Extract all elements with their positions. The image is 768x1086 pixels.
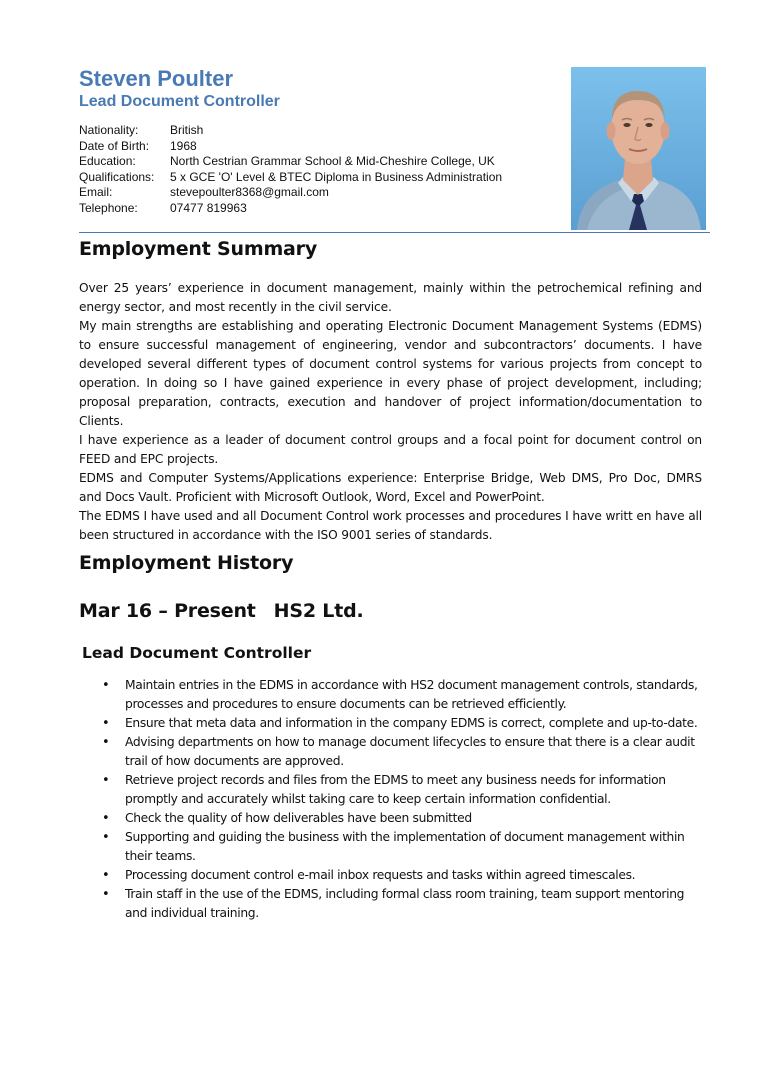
- list-item: [79, 676, 702, 714]
- bullet-icon: •: [102, 678, 110, 693]
- detail-value: British: [170, 123, 204, 137]
- job-role: Lead Document Controller: [82, 644, 312, 662]
- detail-date-of-birth: [79, 139, 549, 155]
- detail-label: Nationality:: [79, 123, 139, 137]
- list-item: [79, 828, 702, 866]
- duty-text: Processing document control e-mail inbox requests and tasks within agreed timescales.: [125, 868, 636, 882]
- duty-text: Advising departments on how to manage document lifecycles to ensure that there is a clear audit trail of how documents are approved.: [125, 735, 695, 768]
- detail-qualifications: [79, 170, 549, 186]
- detail-telephone: [79, 201, 549, 217]
- candidate-title: Lead Document Controller: [79, 93, 280, 110]
- bullet-icon: •: [102, 773, 110, 788]
- detail-label: Telephone:: [79, 200, 138, 215]
- detail-value: North Cestrian Grammar School & Mid-Cheshire College, UK: [170, 154, 495, 168]
- detail-email: [79, 185, 549, 201]
- duty-text: Maintain entries in the EDMS in accordance with HS2 document management controls, standards, processes and procedures to ensure documents can be retrieved efficiently.: [125, 678, 698, 711]
- employment-history-heading: Employment History: [79, 552, 294, 574]
- summary-paragraph: The EDMS I have used and all Document Control work processes and procedures I have writt en have all been structured in accordance with the ISO 9001 series of standards.: [79, 509, 702, 542]
- candidate-name: Steven Poulter: [79, 66, 234, 91]
- cv-header: [79, 66, 549, 216]
- detail-education: [79, 154, 549, 170]
- duty-text: Check the quality of how deliverables have been submitted: [125, 811, 472, 825]
- employment-summary-text: [79, 279, 702, 545]
- bullet-icon: •: [102, 868, 110, 883]
- employment-summary-heading: Employment Summary: [79, 238, 318, 260]
- list-item: [79, 809, 702, 828]
- cv-body: [79, 233, 702, 923]
- profile-photo: [571, 67, 706, 230]
- job-company: HS2 Ltd.: [273, 600, 364, 622]
- list-item: [79, 885, 702, 923]
- bullet-icon: •: [102, 830, 110, 845]
- detail-value: 5 x GCE 'O' Level & BTEC Diploma in Business Administration: [170, 169, 503, 184]
- list-item: [79, 866, 702, 885]
- portrait-illustration: [571, 67, 706, 230]
- job-heading: [79, 597, 702, 625]
- personal-details: [79, 123, 549, 216]
- detail-label: Email:: [79, 185, 113, 199]
- detail-nationality: [79, 123, 549, 139]
- summary-paragraph: I have experience as a leader of document control groups and a focal point for document control on FEED and EPC projects.: [79, 433, 702, 466]
- bullet-icon: •: [102, 716, 110, 731]
- bullet-icon: •: [102, 811, 110, 826]
- summary-paragraph: My main strengths are establishing and operating Electronic Document Management Systems (EDMS) to ensure successful management of engineering, vendor and subcontractors’ documents. I have developed several different types of document control systems for various projects from concept to operation. In doing so I have gained experience in every phase of project development, including; proposal preparation, contracts, execution and handover of project information/documentation to Clients.: [79, 319, 702, 428]
- bullet-icon: •: [102, 735, 110, 750]
- detail-value: 07477 819963: [170, 200, 247, 215]
- duty-text: Ensure that meta data and information in the company EDMS is correct, complete and up-to-date.: [125, 716, 698, 730]
- detail-label: Date of Birth:: [79, 138, 150, 153]
- job-duties-list: [79, 676, 702, 923]
- list-item: [79, 733, 702, 771]
- detail-value: 1968: [170, 138, 197, 153]
- detail-value: stevepoulter8368@gmail.com: [170, 185, 329, 199]
- job-dates: Mar 16 – Present: [79, 600, 256, 622]
- duty-text: Train staff in the use of the EDMS, including formal class room training, team support mentoring and individual training.: [125, 887, 685, 920]
- list-item: [79, 714, 702, 733]
- detail-label: Education:: [79, 154, 136, 168]
- list-item: [79, 771, 702, 809]
- duty-text: Retrieve project records and files from the EDMS to meet any business needs for information promptly and accurately whilst taking care to keep certain information confidential.: [125, 773, 666, 806]
- summary-paragraph: EDMS and Computer Systems/Applications experience: Enterprise Bridge, Web DMS, Pro Doc, DMRS and Docs Vault. Proficient with Microsoft Outlook, Word, Excel and PowerPoint.: [79, 471, 702, 504]
- bullet-icon: •: [102, 887, 110, 902]
- summary-paragraph: Over 25 years’ experience in document management, mainly within the petrochemical refining and energy sector, and most recently in the civil service.: [79, 281, 702, 314]
- duty-text: Supporting and guiding the business with the implementation of document management within their teams.: [125, 830, 685, 863]
- detail-label: Qualifications:: [79, 169, 155, 184]
